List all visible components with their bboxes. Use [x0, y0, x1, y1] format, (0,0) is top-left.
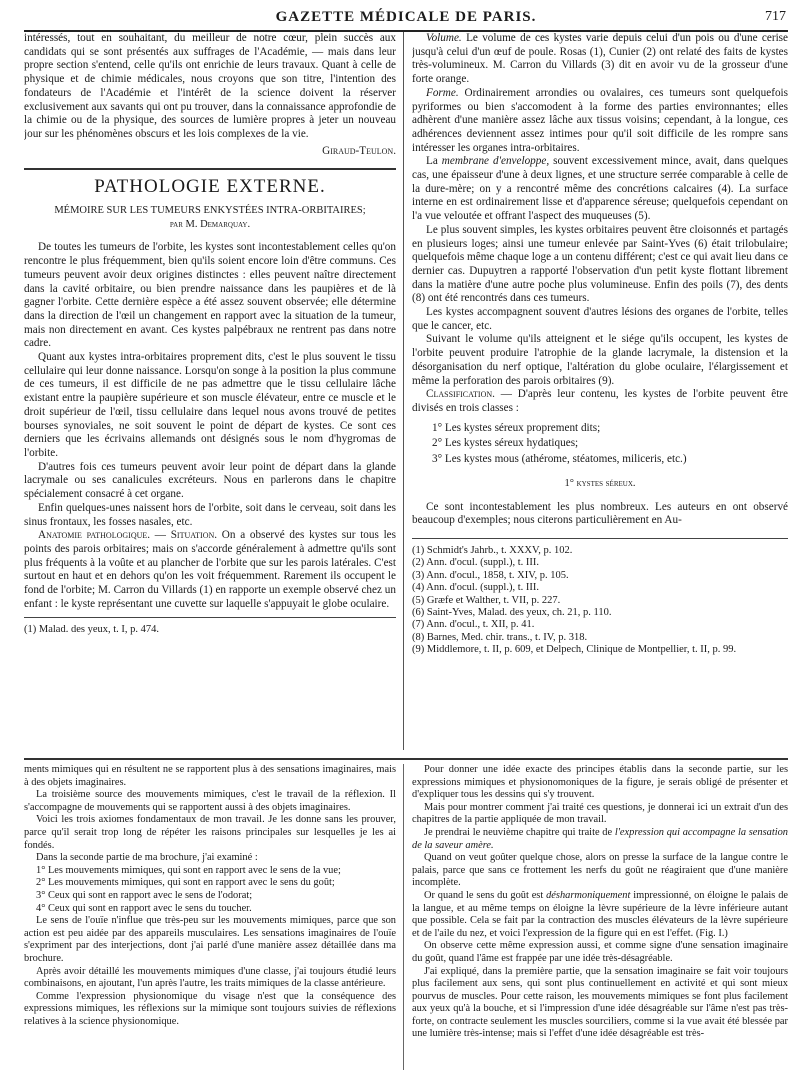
paragraph: D'autres fois ces tumeurs peuvent avoir leur point de départ dans la glande lacrymale ou ses canalicules excréteurs. Nous en parlerons dans le chapitre spécialement consacré à cet organe. — [24, 460, 396, 501]
intro-paragraph: intéressés, tout en souhaitant, du meilleur de notre cœur, plein succès aux candidats qui se sont présentés aux suffrages de l'Académie, — mais dans leur propre section s'entend, celle qu'ils ont enrichie de leurs travaux. Quant à celle de physique et de chimie médicales, nous croyons que son titre, l'intention des fondateurs de l'Académie et l'intérêt de la science doivent la réserver exclusivement aux savants qui ont pu trouver, dans la connaissance approfondie de la chimie ou de la physique, des sources de lumière propres à jeter un nouveau jour sur les phénomènes obscurs et les lois complexes de la vie. — [24, 32, 396, 140]
paragraph: On observe cette même expression aussi, et comme signe d'une sensation imaginaire du goût, quand l'âme est frappée par une idée très-désagréable. — [412, 940, 788, 964]
run-in-heading: Forme. — [426, 86, 459, 99]
page-number: 717 — [765, 9, 786, 24]
paragraph: Suivant le volume qu'ils atteignent et le siége qu'ils occupent, les kystes de l'orbite peuvent produire l'atrophie de la glande lacrymale, la distension et la désorganisation du nerf optique, l'altération du globe oculaire, l'élargissement et même la perforation des parois orbitaires (9). — [412, 333, 788, 387]
paragraph: Comme l'expression physionomique du visage n'est que la conséquence des expressions mimiques, les réflexions sur la mimique sont toujours suivies de réflexions relatives à la science physionomique. — [24, 990, 396, 1027]
paragraph: Enfin quelques-unes naissent hors de l'orbite, soit dans le cerveau, soit dans les sinus frontaux, les fosses nasales, etc. — [24, 501, 396, 528]
run-in-heading: Volume. — [426, 32, 462, 44]
footnote: (2) Ann. d'ocul. (suppl.), t. III. — [412, 557, 539, 569]
footnotes — [412, 545, 788, 657]
column-rule — [403, 32, 404, 750]
author-signature: Giraud-Teulon. — [322, 144, 396, 157]
upper-columns — [24, 32, 788, 758]
footnote: (6) Saint-Yves, Malad. des yeux, ch. 21, p. 110. — [412, 606, 612, 618]
classification-list — [432, 422, 788, 467]
footnote: (1) Schmidt's Jahrb., t. XXXV, p. 102. — [412, 544, 573, 556]
run-in-heading: membrane d'enveloppe, — [441, 155, 550, 168]
footnote: (7) Ann. d'ocul., t. XII, p. 41. — [412, 619, 535, 631]
footnote: (8) Barnes, Med. chir. trans., t. IV, p. 318. — [412, 631, 588, 643]
list-item: 1° Les kystes séreux proprement dits; — [432, 421, 601, 434]
footnote-rule — [24, 617, 396, 618]
paragraph — [412, 388, 788, 415]
paragraph — [412, 155, 788, 224]
section-title: PATHOLOGIE EXTERNE. — [94, 176, 326, 198]
paragraph: Le plus souvent simples, les kystes orbitaires peuvent être cloisonnés et partagés en plusieurs loges; ainsi une tumeur enlevée par Saint-Yves (6) était trilobulaire; quelquefois même chaque loge a un contenu différent; c'est ce qui avait lieu dans ce dernier cas. Dupuytren a rapporté l'observation d'un petit kyste flottant librement dans la matière d'une autre poche plus volumineuse. Enfin des poils (7), des dents (8) ont été rencontrés dans ces tumeurs. — [412, 223, 788, 305]
list-item: 3° Les kystes mous (athérome, stéatomes, miliceris, etc.) — [432, 453, 687, 466]
bottom-left-column — [24, 764, 396, 1028]
paragraph — [412, 827, 788, 852]
paragraph — [24, 529, 396, 611]
subsection-heading: 1° kystes séreux. — [564, 477, 636, 489]
bottom-right-column — [412, 764, 788, 1041]
paragraph: Pour donner une idée exacte des principes établis dans la seconde partie, sur les expressions mimiques et physionomoniques de la figure, je serais obligé de présenter et d'expliquer tous les dessins qui s'y trouvent. — [412, 764, 788, 801]
paragraph: De toutes les tumeurs de l'orbite, les kystes sont incontestablement celles qu'on rencontre le plus fréquemment, bien qu'ils soient encore loin d'être communs. Ces tumeurs peuvent avoir deux origines distinctes : elles peuvent naître directement dans la cavité orbitaire, ou bien prendre naissance dans les paupières et de là gagner l'orbite. Cette dernière espèce a été assez souvent observée; elle détermine dans la direction de l'œil un changement en rapport avec la situation de la tumeur, mais non directement en avant. Ces kystes palpébraux ne rentrent pas dans notre cadre. — [24, 241, 396, 350]
paragraph-text: Ordinairement arrondies ou ovalaires, ces tumeurs sont quelquefois pyriformes ou bien s'accomodent à la forme des parties environnantes; elles adhèrent d'une manière assez lâche aux tissus voisins; cependant, à la longue, ces adhérences deviennent assez intimes pour qu'il soit difficile de les rompre sans intéresser les organes intra-orbitaires. — [412, 86, 788, 154]
paragraph-text: La — [426, 155, 438, 168]
memoir-title: MÉMOIRE SUR LES TUMEURS ENKYSTÉES INTRA-ORBITAIRES; — [54, 205, 366, 217]
footnote-rule — [412, 538, 788, 539]
paragraph-text: — D'après leur contenu, les kystes de l'orbite peuvent être divisés en trois classes : — [412, 388, 788, 414]
journal-title: GAZETTE MÉDICALE DE PARIS. — [275, 9, 537, 25]
paragraph: Après avoir détaillé les mouvements mimiques d'une classe, j'ai toujours étudié leurs combinaisons, en ajoutant, l'un après l'autre, les traits mimiques de la classe antérieure. — [24, 965, 396, 990]
emphasis-text: désharmoniquement — [546, 889, 631, 901]
divider — [24, 168, 396, 170]
right-column — [412, 32, 788, 657]
paragraph: J'ai expliqué, dans la première partie, que la sensation imaginaire se fait voir toujours plus facilement aux sens, qui sont plus continuellement en activité et qui sont mieux pourvus de muscles. Pour cette raison, les mouvements mimiques se font plus facilement aux yeux qu'à la bouche, et si l'impression d'une idée désagréable sur l'âme n'est pas très-forte, on contracte seulement les muscles sourciliers, comme si la vue avait été blessée par une lumière très-intense; mais si l'effet d'une idée désagréable est très- — [412, 965, 788, 1040]
paragraph — [412, 890, 788, 940]
paragraph — [412, 32, 788, 87]
paragraph: Les kystes accompagnent souvent d'autres lésions des organes de l'orbite, telles que le cancer, etc. — [412, 306, 788, 332]
footnote: (4) Ann. d'ocul. (suppl.), t. III. — [412, 582, 539, 594]
list-item: 2° Les kystes séreux hydatiques; — [432, 437, 579, 450]
footnote: (1) Malad. des yeux, t. I, p. 474. — [24, 624, 160, 636]
column-rule — [403, 764, 404, 1070]
paragraph-text: souvent excessivement mince, avait, dans quelques cas, une épaisseur d'une à deux lignes, et une structure serrée comparable à celle de la dure-mère; on y a rencontré même des concrétions calcaires (4). La surface interne en est ordinairement lisse et d'apparence séreuse; quelquefois cependant on l'a vue veloutée et offrant l'aspect des muqueuses (5). — [412, 155, 788, 223]
paragraph: Quand on veut goûter quelque chose, alors on presse la surface de la langue contre le palais, parce que sans ce frottement les nerfs du goût ne réagiraient que d'une manière incomplète. — [412, 852, 788, 889]
paragraph: Ce sont incontestablement les plus nombreux. Les auteurs en ont observé beaucoup d'exemples; nous citerons particulièrement en Au- — [412, 500, 788, 527]
paragraph: Dans la seconde partie de ma brochure, j'ai examiné : — [36, 852, 258, 864]
paragraph-text: Or quand le sens du goût est — [424, 889, 544, 901]
paragraph: Le sens de l'ouïe n'influe que très-peu sur les mouvements mimiques, parce que son action est peu aidée par des appareils musculaires. Les sensations imaginaires de l'ouïe s'expriment par des interjections, dont j'ai parlé d'une manière assez détaillée dans ma brochure. — [24, 915, 396, 964]
run-in-heading: Classification. — [426, 388, 495, 401]
footnote: (3) Ann. d'ocul., 1858, t. XIV, p. 105. — [412, 569, 569, 581]
paragraph-text: Je prendrai le neuvième chapitre qui traite de — [424, 826, 613, 838]
paragraph: Voici les trois axiomes fondamentaux de mon travail. Je les donne sans les prouver, parce qu'il serait trop long de répéter les raisons principales sur lesquelles je les ai fondés. — [24, 814, 396, 851]
memoir-heading — [24, 204, 396, 231]
footnote: (5) Græfe et Walther, t. VII, p. 227. — [412, 594, 561, 606]
emphasis-text: l'expression qui accompagne la sensation de la saveur amère. — [412, 826, 788, 851]
paragraph: Quant aux kystes intra-orbitaires proprement dits, c'est le plus souvent le tissu cellulaire qui leur donne naissance. Lorsqu'on songe à la position la plus commune de ces tumeurs, il est difficile de ne pas admettre que le tissu cellulaire lâche existant entre la paupière supérieure et son muscle élévateur, entre ce muscle et le droit supérieur de l'œil, tissu cellulaire dans lequel nous avons trouvé de petites bourses synoviales, ne soit souvent le point de départ de kystes. Ce sont ces derniers que les écrivains allemands ont désignés sous le nom d'hygromas de l'orbite. — [24, 351, 396, 459]
paragraph: Mais pour montrer comment j'ai traité ces questions, je donnerai ici un extrait d'un des chapitres de la partie appliquée de mon travail. — [412, 801, 788, 826]
paragraph: La troisième source des mouvements mimiques, c'est le travail de la réflexion. Il s'accompagne de mouvements qui se rapportent aussi à des objets imaginaires. — [24, 789, 396, 813]
list-item: 2° Les mouvements mimiques, qui sont en rapport avec le sens du goût; — [36, 877, 335, 889]
feuilleton-section — [24, 758, 788, 1074]
run-in-heading: Anatomie pathologique. — Situation. — [38, 529, 218, 542]
paragraph — [412, 87, 788, 156]
list-item: 3° Ceux qui sont en rapport avec le sens de l'odorat; — [36, 889, 253, 901]
list-item: 1° Les mouvements mimiques, qui sont en rapport avec le sens de la vue; — [36, 864, 341, 876]
paragraph-text: On a observé des kystes sur tous les points des parois orbitaires; mais on s'accorde généralement à admettre qu'ils sont plus fréquents à la voûte et au plancher de l'orbite que sur les parois latérales. C'est surtout en haut et en dehors qu'on les voit fréquemment. Rarement ils occupent le fond de l'orbite; M. Carron du Villards (1) en rapporte un exemple observé chez un enfant : le kyste représentant une cuvette sur laquelle s'appuyait le globe oculaire. — [24, 529, 396, 610]
paragraph: ments mimiques qui en résultent ne se rapportent plus à des sensations imaginaires, mais à des objets imaginaires. — [24, 764, 396, 788]
running-header — [24, 6, 788, 32]
left-column — [24, 32, 396, 637]
footnote: (9) Middlemore, t. II, p. 609, et Delpech, Clinique de Montpellier, t. II, p. 99. — [412, 644, 737, 656]
memoir-author: par M. Demarquay. — [169, 218, 251, 230]
list-item: 4° Ceux qui sont en rapport avec le sens du toucher. — [36, 902, 252, 914]
paragraph-text: Le volume de ces kystes varie depuis celui d'un pois ou d'une cerise jusqu'à celui d'un œuf de poule. Rosas (1), Cunier (2) ont relaté des faits de kystes très-volumineux. M. Carron du Villards (3) dit en avoir vu de la grosseur d'une forte orange. — [412, 32, 788, 86]
paragraph-text: impressionné, on éloigne le palais de la langue, et au même temps on éloigne la lèvre supérieure de la lèvre inférieure autant que possible. Cela se fait par la contraction des muscles élévateurs de la lèvre supérieure et de l'aile du nez, et voici l'expression de la figure qui en est l'effet. (Fig. I.) — [412, 889, 788, 939]
